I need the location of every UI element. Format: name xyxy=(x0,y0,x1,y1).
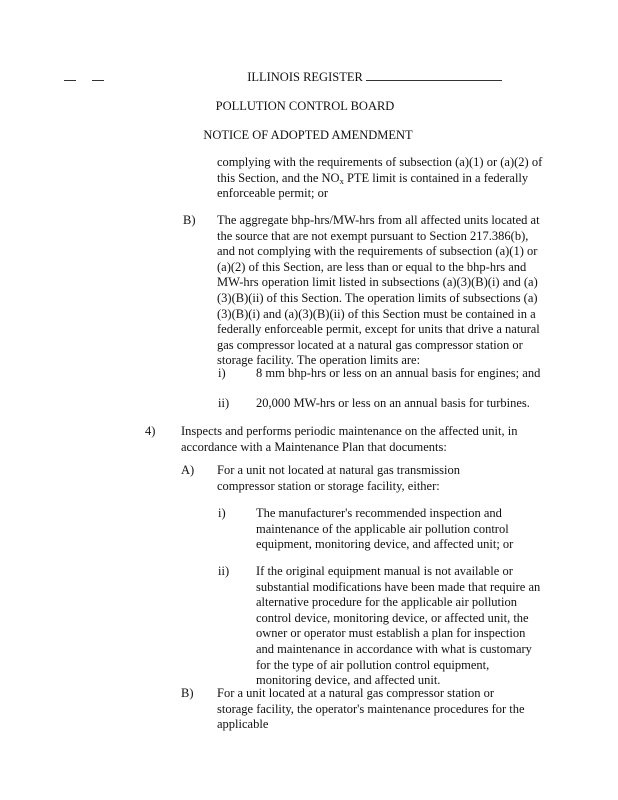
continuation-text-post: PTE limit is contained in a federally enforceable permit; or xyxy=(217,170,529,201)
notice-title: NOTICE OF ADOPTED AMENDMENT xyxy=(203,128,413,142)
item-b-ii-label: ii) xyxy=(218,396,230,410)
item-4-a-i-label: i) xyxy=(218,506,226,520)
item-4-b-text: For a unit located at a natural gas compressor station or storage facility, the operator's maintenance procedures for the applicable xyxy=(217,686,525,732)
item-b-text: The aggregate bhp-hrs/MW-hrs from all affected units located at the source that are not exempt pursuant to Section 217.386(b), and not complying with the requirements of subsection (a)(1) or (a)(2) of this Section, are less than or equal to the bhp-hrs and MW-hrs operation limit listed in subsections (a)(3)(B)(i) and (a)(3)(B)(ii) of this Section. The operation limits of subsections (a)(3)(B)(i) and (a)(3)(B)(ii) of this Section must be contained in a federally enforceable permit, except for units that drive a natural gas compressor located at a natural gas compressor station or storage facility. The operation limits are: xyxy=(217,213,540,368)
item-4-a-ii-text: If the original equipment manual is not available or substantial modifications have been made that require an alternative procedure for the applicable air pollution control device, monitoring device, or affected unit, the owner or operator must establish a plan for inspection and maintenance in accordance with what is customary for the type of air pollution control equipment, monitoring device, and affected unit. xyxy=(256,564,541,688)
item-b-i-label: i) xyxy=(218,366,226,380)
item-b-ii-text: 20,000 MW-hrs or less on an annual basis for turbines. xyxy=(256,396,530,410)
item-4-a-text: For a unit not located at natural gas transmission compressor station or storage facility, either: xyxy=(217,463,461,493)
board-title: POLLUTION CONTROL BOARD xyxy=(215,99,395,113)
item-b-i-text: 8 mm bhp-hrs or less on an annual basis for engines; and xyxy=(256,366,541,380)
item-4-label: 4) xyxy=(145,424,156,438)
item-4-b-label: B) xyxy=(181,686,194,700)
item-b-label: B) xyxy=(183,213,196,227)
item-4-a-i-text: The manufacturer's recommended inspection and maintenance of the applicable air pollution control equipment, monitoring device, and affected unit; or xyxy=(256,506,514,552)
continuation-text-pre: complying with the requirements of subsection (a)(1) or (a)(2) of this Section, and the NO xyxy=(217,155,543,185)
continuation-paragraph xyxy=(217,155,547,202)
nox-subscript: x xyxy=(339,175,344,186)
register-title: ILLINOIS REGISTER xyxy=(247,70,363,84)
item-4-text: Inspects and performs periodic maintenance on the affected unit, in accordance with a Maintenance Plan that documents: xyxy=(181,424,518,454)
item-4-a-label: A) xyxy=(181,463,195,477)
item-4-a-ii-label: ii) xyxy=(218,564,230,578)
